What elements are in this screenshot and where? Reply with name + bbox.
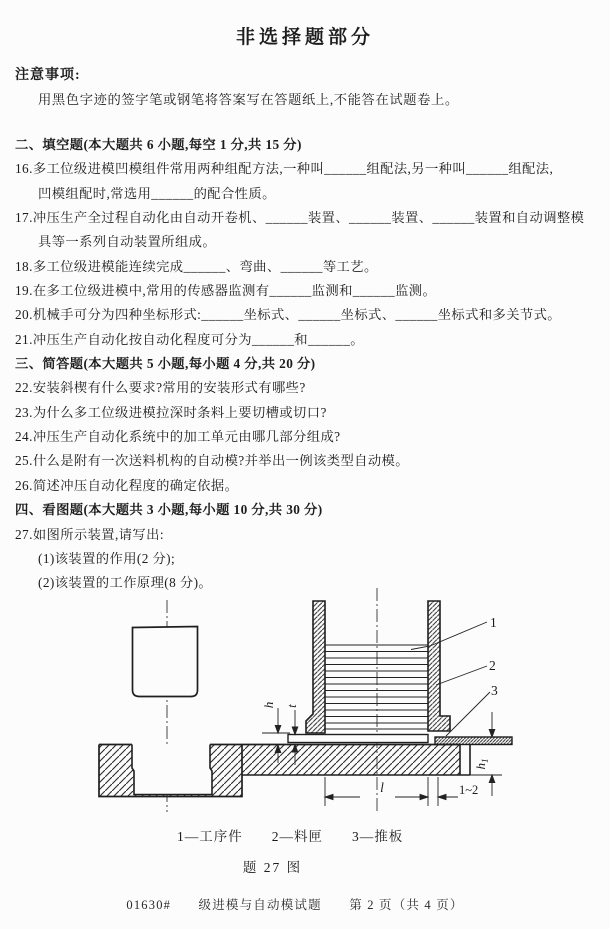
- figure-title: 题 27 图: [242, 860, 303, 875]
- label-part-1: 1: [490, 615, 497, 630]
- questions: [0, 133, 610, 596]
- question-line-4: 具等一系列自动装置所组成。: [38, 234, 217, 250]
- punch: [133, 627, 198, 697]
- question-line-10: 22.安装斜楔有什么要求?常用的安装形式有哪些?: [15, 380, 306, 396]
- question-line-16: 27.如图所示装置,请写出:: [15, 526, 164, 542]
- page-footer: 01630# 级进模与自动模试题 第 2 页（共 4 页）: [126, 898, 464, 912]
- question-line-12: 24.冲压生产自动化系统中的加工单元由哪几部分组成?: [15, 429, 341, 445]
- question-line-2: 凹模组配时,常选用______的配合性质。: [38, 185, 276, 201]
- question-line-1: 16.多工位级进模凹模组件常用两种组配方法,一种叫______组配法,另一种叫______组配法,: [15, 161, 554, 177]
- label-t: t: [284, 704, 299, 708]
- die-block: [99, 745, 242, 797]
- label-part-2: 2: [489, 658, 496, 673]
- notice-heading: 注意事项:: [15, 68, 81, 83]
- question-line-7: 20.机械手可分为四种坐标形式:______坐标式、______坐标式、______坐标式和多关节式。: [15, 307, 561, 323]
- magazine-left-wall: [306, 601, 325, 733]
- page-title: 非选择题部分: [235, 27, 374, 48]
- dimension-l: [325, 777, 458, 806]
- magazine-right-wall: [428, 601, 450, 731]
- label-h: h: [261, 701, 276, 709]
- question-line-9: 三、简答题(本大题共 5 小题,每小题 4 分,共 20 分): [15, 356, 316, 372]
- question-line-8: 21.冲压生产自动化按自动化程度可分为______和______。: [15, 331, 364, 347]
- figure-caption: 1—工序件 2—料匣 3—推板: [177, 829, 404, 844]
- figure-27-diagram: [0, 585, 610, 860]
- label-range: 1~2: [459, 783, 479, 797]
- question-line-13: 25.什么是附有一次送料机构的自动模?并举出一例该类型自动模。: [15, 453, 409, 469]
- workpiece-stack: [325, 645, 428, 729]
- question-line-5: 18.多工位级进模能连续完成______、弯曲、______等工艺。: [15, 258, 378, 274]
- question-line-6: 19.在多工位级进模中,常用的传感器监测有______监测和______监测。: [15, 283, 437, 299]
- question-line-15: 四、看图题(本大题共 3 小题,每小题 10 分,共 30 分): [15, 502, 323, 518]
- push-plate: [435, 737, 512, 745]
- label-part-3: 3: [491, 683, 498, 698]
- notice-body: 用黑色字迹的签字笔或钢笔将答案写在答题纸上,不能答在试题卷上。: [38, 92, 459, 107]
- figure-27: [0, 585, 610, 860]
- question-line-17: (1)该装置的作用(2 分);: [38, 550, 176, 566]
- label-l: l: [380, 780, 384, 795]
- question-line-3: 17.冲压生产全过程自动化由自动开卷机、______装置、______装置、______装置和自动调整模: [15, 210, 585, 226]
- question-line-11: 23.为什么多工位级进模拉深时条料上要切槽或切口?: [15, 404, 327, 420]
- question-line-18: (2)该装置的工作原理(8 分)。: [38, 575, 213, 591]
- label-h1: $h_1$: [473, 758, 490, 770]
- question-line-14: 26.简述冲压自动化程度的确定依据。: [15, 477, 239, 493]
- bottom-workpiece: [288, 735, 428, 743]
- question-line-0: 二、填空题(本大题共 6 小题,每空 1 分,共 15 分): [15, 137, 302, 152]
